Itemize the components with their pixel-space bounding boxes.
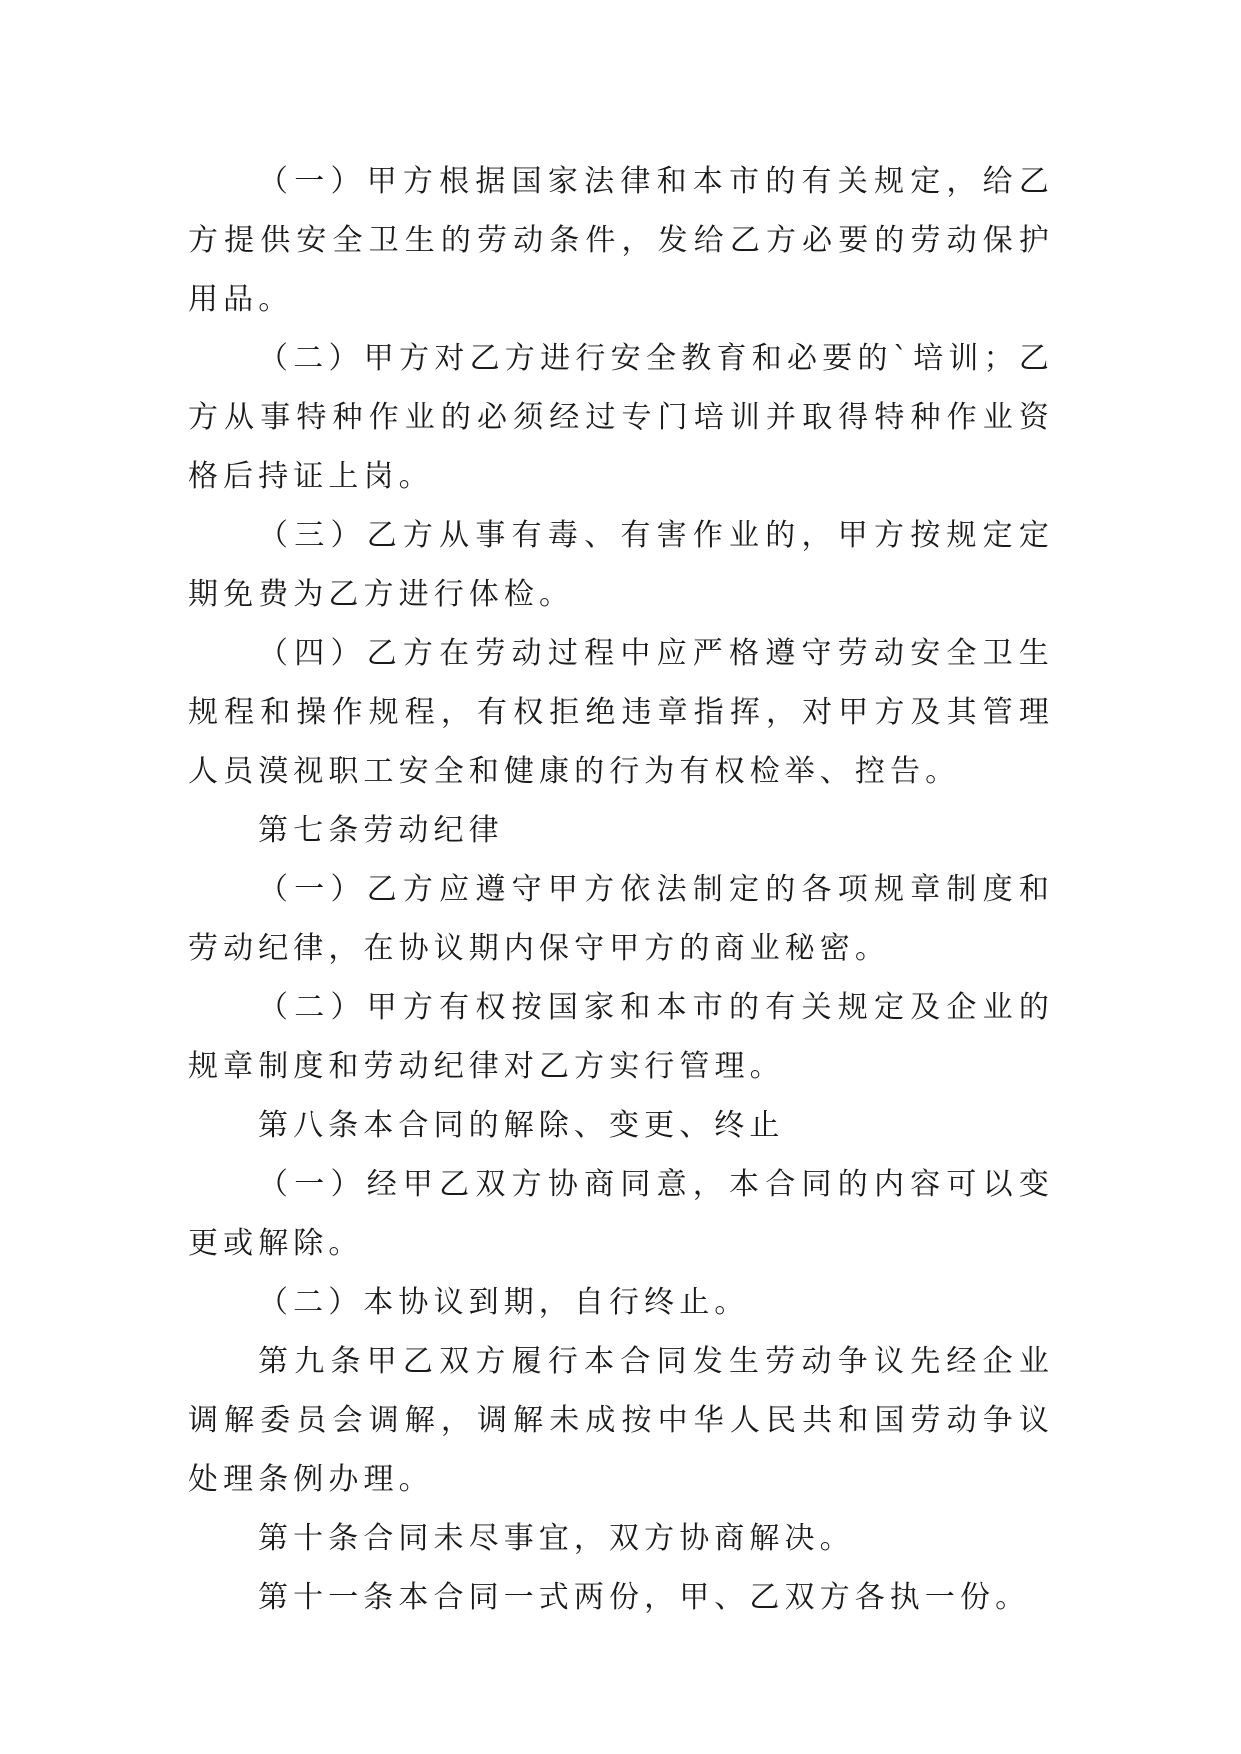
clause-paragraph: （二）甲方有权按国家和本市的有关规定及企业的规章制度和劳动纪律对乙方实行管理。 xyxy=(188,990,1054,1084)
clause-paragraph: （二）本协议到期，自行终止。 xyxy=(258,1285,750,1320)
clause-paragraph: （三）乙方从事有毒、有害作业的，甲方按规定定期免费为乙方进行体检。 xyxy=(188,518,1054,612)
article-paragraph: 第十一条本合同一式两份，甲、乙双方各执一份。 xyxy=(258,1580,1031,1615)
article-heading: 第八条本合同的解除、变更、终止 xyxy=(258,1108,785,1143)
clause-paragraph: （一）经甲乙双方协商同意，本合同的内容可以变更或解除。 xyxy=(188,1167,1054,1261)
article-paragraph: 第十条合同未尽事宜，双方协商解决。 xyxy=(258,1521,855,1556)
clause-paragraph: （四）乙方在劳动过程中应严格遵守劳动安全卫生规程和操作规程，有权拒绝违章指挥，对甲方及其管理人员漠视职工安全和健康的行为有权检举、控告。 xyxy=(188,636,1054,789)
clause-paragraph: （一）甲方根据国家法律和本市的有关规定，给乙方提供安全卫生的劳动条件，发给乙方必要的劳动保护用品。 xyxy=(188,164,1054,317)
clause-paragraph: （二）甲方对乙方进行安全教育和必要的`培训；乙方从事特种作业的必须经过专门培训并取得特种作业资格后持证上岗。 xyxy=(188,341,1054,494)
document-body xyxy=(188,152,1054,1627)
article-heading: 第七条劳动纪律 xyxy=(258,813,504,848)
clause-paragraph: （一）乙方应遵守甲方依法制定的各项规章制度和劳动纪律，在协议期内保守甲方的商业秘密。 xyxy=(188,872,1054,966)
article-paragraph: 第九条甲乙双方履行本合同发生劳动争议先经企业调解委员会调解，调解未成按中华人民共和国劳动争议处理条例办理。 xyxy=(188,1344,1054,1497)
